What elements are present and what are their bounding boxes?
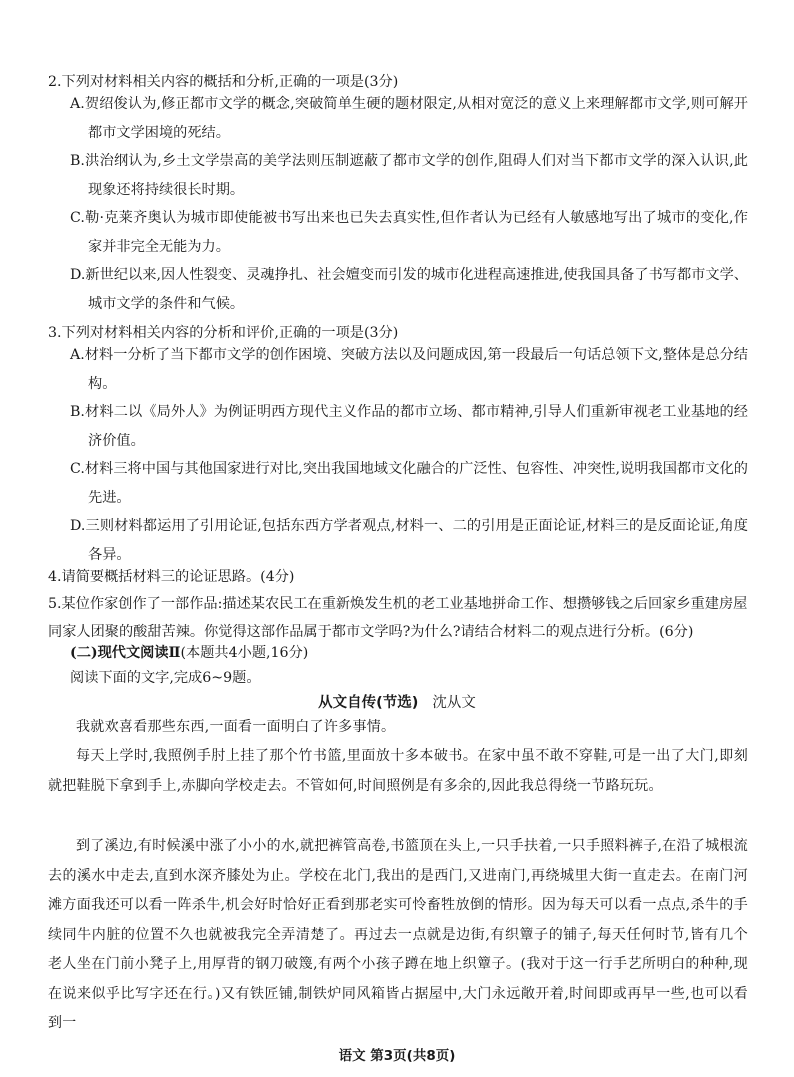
question-3-option-c: C.材料三将中国与其他国家进行对比,突出我国地域文化融合的广泛性、包容性、冲突性,说明我国都市文化的先进。 bbox=[70, 461, 748, 506]
question-4: 4.请简要概括材料三的论证思路。(4分) bbox=[48, 569, 295, 585]
question-2-option-c: C.勒·克莱齐奥认为城市即使能被书写出来也已失去真实性,但作者认为已经有人敏感地写出了城市的变化,作家并非完全无能为力。 bbox=[70, 210, 748, 255]
question-3-option-b: B.材料二以《局外人》为例证明西方现代主义作品的都市立场、都市精神,引导人们重新审视老工业基地的经济价值。 bbox=[70, 404, 748, 449]
question-2-option-b: B.洪治纲认为,乡土文学崇高的美学法则压制遮蔽了都市文学的创作,阻碍人们对当下都市文学的深入认识,此现象还将持续很长时期。 bbox=[70, 153, 748, 198]
question-3-stem: 3.下列对材料相关内容的分析和评价,正确的一项是(3分) bbox=[48, 325, 399, 341]
section-head-note: (本题共4小题,16分) bbox=[180, 645, 309, 661]
section-head: (二)现代文阅读Ⅱ bbox=[70, 645, 181, 661]
question-5 bbox=[48, 590, 750, 646]
passage-author: 沈从文 bbox=[432, 695, 476, 711]
page-footer: 语文 第3页(共8页) bbox=[338, 1048, 456, 1064]
passage-paragraph-1: 我就欢喜看那些东西,一面看一面明白了许多事情。 bbox=[76, 719, 396, 735]
passage-paragraph-2: 每天上学时,我照例手肘上挂了那个竹书篮,里面放十多本破书。在家中虽不敢不穿鞋,可是一出了大门,即刻就把鞋脱下拿到手上,赤脚向学校走去。不管如何,时间照例是有多余的,因此我总得绕一节路玩玩。 bbox=[48, 748, 748, 794]
passage-title: 从文自传(节选) bbox=[318, 695, 419, 711]
question-3-option-d: D.三则材料都运用了引用论证,包括东西方学者观点,材料一、二的引用是正面论证,材料三的是反面论证,角度各异。 bbox=[70, 518, 748, 563]
question-2-stem: 2.下列对材料相关内容的概括和分析,正确的一项是(3分) bbox=[48, 74, 399, 90]
question-2-option-a: A.贺绍俊认为,修正都市文学的概念,突破简单生硬的题材限定,从相对宽泛的意义上来理解都市文学,则可解开都市文学困境的死结。 bbox=[70, 96, 748, 141]
question-2-option-d: D.新世纪以来,因人性裂变、灵魂挣扎、社会嬗变而引发的城市化进程高速推进,使我国具备了书写都市文学、城市文学的条件和气候。 bbox=[70, 267, 748, 312]
section-heading bbox=[70, 639, 750, 667]
section-instruction: 阅读下面的文字,完成6~9题。 bbox=[70, 670, 261, 686]
question-3-option-a: A.材料一分析了当下都市文学的创作困境、突破方法以及问题成因,第一段最后一句话总领下文,整体是总分结构。 bbox=[70, 347, 748, 392]
question-5-text: 5.某位作家创作了一部作品:描述某农民工在重新焕发生机的老工业基地拼命工作、想攒够钱之后回家乡重建房屋同家人团聚的酸甜苦辣。你觉得这部作品属于都市文学吗?为什么?请结合材料二的观点进行分析。(6分) bbox=[48, 596, 748, 640]
passage-paragraph-3: 到了溪边,有时候溪中涨了小小的水,就把裤管高卷,书篮顶在头上,一只手扶着,一只手照料裤子,在沿了城根流去的溪水中走去,直到水深齐膝处为止。学校在北门,我出的是西门,又进南门,再绕城里大街一直走去。在南门河滩方面我还可以看一阵杀牛,机会好时恰好正看到那老实可怜畜牲放倒的情形。因为每天可以看一点点,杀牛的手续同牛内脏的位置不久也就被我完全弄清楚了。再过去一点就是边街,有织簟子的铺子,每天任何时节,皆有几个老人坐在门前小凳子上,用厚背的钢刀破篾,有两个小孩子蹲在地上织簟子。(我对于这一行手艺所明白的种种,现在说来似乎比写字还在行。)又有铁匠铺,制铁炉同风箱皆占据屋中,大门永远敞开着,时间即或再早一些,也可以看到一 bbox=[48, 838, 748, 1031]
